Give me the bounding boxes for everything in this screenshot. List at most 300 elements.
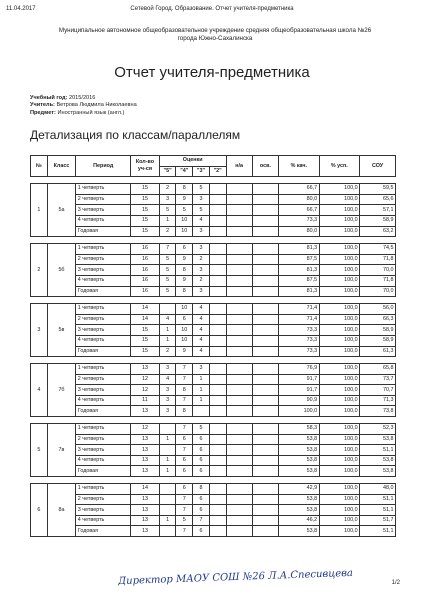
cell-osv xyxy=(252,385,278,396)
cell-na xyxy=(226,364,252,375)
cell-grade-3: 3 xyxy=(193,194,210,205)
cell-sou: 74,5 xyxy=(360,244,396,255)
cell-grade-4: 10 xyxy=(176,304,193,315)
cell-count: 16 xyxy=(131,286,160,297)
col-kach: % кач. xyxy=(279,156,320,177)
cell-osv xyxy=(252,265,278,276)
cell-grade-2 xyxy=(209,395,226,406)
cell-grade-2 xyxy=(209,194,226,205)
cell-num: 4 xyxy=(31,364,48,417)
cell-num: 1 xyxy=(31,184,48,237)
cell-class: 5а xyxy=(47,184,76,237)
cell-grade-3: 6 xyxy=(193,445,210,456)
cell-count: 15 xyxy=(131,205,160,216)
table-row xyxy=(31,494,396,505)
school-name-line-2: города Южно-Сахалинска xyxy=(177,35,253,42)
cell-osv xyxy=(252,254,278,265)
cell-usp: 100,0 xyxy=(319,424,360,435)
cell-grade-3: 4 xyxy=(193,335,210,346)
cell-osv xyxy=(252,515,278,526)
cell-grade-4: 10 xyxy=(176,325,193,336)
cell-grade-5: 2 xyxy=(159,346,176,357)
cell-osv xyxy=(252,304,278,315)
cell-grade-3: 6 xyxy=(193,494,210,505)
cell-grade-4: 9 xyxy=(176,346,193,357)
cell-grade-5 xyxy=(159,424,176,435)
cell-grade-2 xyxy=(209,494,226,505)
cell-grade-5: 1 xyxy=(159,455,176,466)
cell-sou: 65,8 xyxy=(360,364,396,375)
cell-num: 3 xyxy=(31,304,48,357)
cell-period: 3 четверть xyxy=(76,265,131,276)
cell-grade-5: 5 xyxy=(159,254,176,265)
cell-osv xyxy=(252,184,278,195)
cell-count: 14 xyxy=(131,314,160,325)
table-row xyxy=(31,455,396,466)
cell-na xyxy=(226,434,252,445)
cell-grade-3: 6 xyxy=(193,526,210,537)
cell-grade-5 xyxy=(159,304,176,315)
cell-grade-2 xyxy=(209,374,226,385)
cell-grade-5: 5 xyxy=(159,286,176,297)
cell-count: 15 xyxy=(131,335,160,346)
cell-kach: 53,8 xyxy=(279,466,320,477)
cell-grade-5: 2 xyxy=(159,184,176,195)
cell-grade-4: 7 xyxy=(176,364,193,375)
cell-kach: 73,3 xyxy=(279,325,320,336)
cell-sou: 63,2 xyxy=(360,226,396,237)
cell-sou: 53,8 xyxy=(360,434,396,445)
cell-na xyxy=(226,304,252,315)
cell-grade-4: 8 xyxy=(176,184,193,195)
cell-grade-3: 4 xyxy=(193,325,210,336)
cell-sou: 58,9 xyxy=(360,325,396,336)
cell-grade-4: 6 xyxy=(176,466,193,477)
cell-grade-5: 5 xyxy=(159,205,176,216)
cell-count: 15 xyxy=(131,184,160,195)
cell-usp: 100,0 xyxy=(319,184,360,195)
cell-osv xyxy=(252,505,278,516)
cell-period: 1 четверть xyxy=(76,364,131,375)
cell-period: Годовая xyxy=(76,346,131,357)
print-date: 11.04.2017 xyxy=(6,6,36,12)
cell-kach: 66,7 xyxy=(279,184,320,195)
group-spacer-cell xyxy=(31,237,396,244)
cell-grade-3: 5 xyxy=(193,205,210,216)
cell-grade-4: 10 xyxy=(176,335,193,346)
col-grade-3: "3" xyxy=(193,166,210,177)
cell-grade-2 xyxy=(209,406,226,417)
cell-grade-5: 3 xyxy=(159,364,176,375)
cell-usp: 100,0 xyxy=(319,265,360,276)
cell-grade-3: 7 xyxy=(193,515,210,526)
cell-num: 2 xyxy=(31,244,48,297)
cell-sou: 51,1 xyxy=(360,445,396,456)
cell-usp: 100,0 xyxy=(319,455,360,466)
cell-usp: 100,0 xyxy=(319,314,360,325)
cell-na xyxy=(226,466,252,477)
cell-grade-5 xyxy=(159,494,176,505)
cell-grade-2 xyxy=(209,325,226,336)
cell-na xyxy=(226,484,252,495)
cell-period: 2 четверть xyxy=(76,494,131,505)
cell-grade-4: 8 xyxy=(176,406,193,417)
cell-grade-4: 7 xyxy=(176,505,193,516)
table-row xyxy=(31,434,396,445)
cell-sou: 53,8 xyxy=(360,455,396,466)
cell-osv xyxy=(252,374,278,385)
cell-count: 13 xyxy=(131,526,160,537)
cell-grade-5: 5 xyxy=(159,265,176,276)
cell-na xyxy=(226,505,252,516)
cell-grade-4: 6 xyxy=(176,314,193,325)
cell-na xyxy=(226,205,252,216)
col-period: Период xyxy=(76,156,131,177)
cell-na xyxy=(226,515,252,526)
cell-na xyxy=(226,254,252,265)
cell-count: 15 xyxy=(131,226,160,237)
cell-na xyxy=(226,244,252,255)
group-spacer-cell xyxy=(31,297,396,304)
cell-na xyxy=(226,215,252,226)
cell-grade-3 xyxy=(193,406,210,417)
cell-osv xyxy=(252,455,278,466)
table-row xyxy=(31,286,396,297)
cell-grade-3: 8 xyxy=(193,484,210,495)
cell-osv xyxy=(252,226,278,237)
cell-sou: 52,3 xyxy=(360,424,396,435)
cell-grade-2 xyxy=(209,254,226,265)
meta-subject xyxy=(30,110,137,117)
table-row xyxy=(31,505,396,516)
group-spacer-cell xyxy=(31,177,396,184)
cell-grade-4: 5 xyxy=(176,205,193,216)
cell-count: 16 xyxy=(131,254,160,265)
cell-grade-4: 10 xyxy=(176,226,193,237)
cell-period: 3 четверть xyxy=(76,325,131,336)
cell-osv xyxy=(252,346,278,357)
col-grade-5: "5" xyxy=(159,166,176,177)
cell-osv xyxy=(252,406,278,417)
cell-period: 3 четверть xyxy=(76,385,131,396)
cell-sou: 70,7 xyxy=(360,385,396,396)
cell-usp: 100,0 xyxy=(319,445,360,456)
table-row xyxy=(31,395,396,406)
section-title: Детализация по классам/параллелям xyxy=(30,128,241,142)
cell-period: 4 четверть xyxy=(76,275,131,286)
cell-period: Годовая xyxy=(76,466,131,477)
cell-count: 13 xyxy=(131,434,160,445)
cell-kach: 53,8 xyxy=(279,455,320,466)
table-row xyxy=(31,325,396,336)
cell-osv xyxy=(252,526,278,537)
cell-grade-4: 7 xyxy=(176,395,193,406)
cell-grade-5: 3 xyxy=(159,385,176,396)
cell-grade-5 xyxy=(159,445,176,456)
cell-na xyxy=(226,275,252,286)
cell-usp: 100,0 xyxy=(319,275,360,286)
group-spacer xyxy=(31,237,396,244)
cell-na xyxy=(226,265,252,276)
cell-sou: 58,9 xyxy=(360,215,396,226)
cell-sou: 48,0 xyxy=(360,484,396,495)
cell-osv xyxy=(252,286,278,297)
cell-sou: 59,5 xyxy=(360,184,396,195)
table-row xyxy=(31,314,396,325)
table-row xyxy=(31,445,396,456)
cell-sou: 73,7 xyxy=(360,374,396,385)
cell-na xyxy=(226,385,252,396)
cell-grade-2 xyxy=(209,275,226,286)
cell-usp: 100,0 xyxy=(319,494,360,505)
cell-grade-2 xyxy=(209,434,226,445)
cell-grade-3: 6 xyxy=(193,505,210,516)
cell-na xyxy=(226,226,252,237)
cell-usp: 100,0 xyxy=(319,515,360,526)
cell-count: 15 xyxy=(131,346,160,357)
cell-period: 1 четверть xyxy=(76,184,131,195)
cell-count: 11 xyxy=(131,395,160,406)
cell-period: Годовая xyxy=(76,286,131,297)
cell-grade-2 xyxy=(209,184,226,195)
page-number: 1/2 xyxy=(391,580,400,586)
cell-count: 16 xyxy=(131,265,160,276)
table-row xyxy=(31,194,396,205)
cell-period: 1 четверть xyxy=(76,304,131,315)
report-title: Отчет учителя-предметника xyxy=(114,64,310,81)
cell-grade-3: 4 xyxy=(193,304,210,315)
cell-kach: 71,4 xyxy=(279,304,320,315)
cell-usp: 100,0 xyxy=(319,335,360,346)
cell-period: 3 четверть xyxy=(76,505,131,516)
report-meta xyxy=(30,95,137,117)
cell-osv xyxy=(252,244,278,255)
cell-grade-2 xyxy=(209,286,226,297)
cell-grade-3: 6 xyxy=(193,434,210,445)
cell-count: 13 xyxy=(131,455,160,466)
cell-period: 3 четверть xyxy=(76,205,131,216)
meta-teacher-value: Ветрова Людмила Николаевна xyxy=(56,102,137,109)
cell-kach: 91,7 xyxy=(279,385,320,396)
cell-kach: 66,7 xyxy=(279,205,320,216)
table-row xyxy=(31,275,396,286)
cell-kach: 53,8 xyxy=(279,526,320,537)
cell-grade-2 xyxy=(209,364,226,375)
print-header-title: Сетевой Город. Образование. Отчет учителя-предметника xyxy=(130,6,294,12)
cell-count: 15 xyxy=(131,325,160,336)
cell-grade-4: 8 xyxy=(176,286,193,297)
cell-osv xyxy=(252,484,278,495)
director-signature: Директор МАОУ СОШ №26 Л.А.Спесивцева xyxy=(117,567,354,588)
cell-period: 2 четверть xyxy=(76,434,131,445)
cell-grade-5: 2 xyxy=(159,226,176,237)
cell-sou: 51,1 xyxy=(360,526,396,537)
group-spacer-cell xyxy=(31,417,396,424)
meta-year xyxy=(30,95,137,102)
cell-grade-4: 8 xyxy=(176,385,193,396)
cell-sou: 70,0 xyxy=(360,286,396,297)
cell-period: 4 четверть xyxy=(76,515,131,526)
cell-count: 16 xyxy=(131,275,160,286)
cell-period: 1 четверть xyxy=(76,484,131,495)
group-spacer xyxy=(31,477,396,484)
cell-period: 2 четверть xyxy=(76,314,131,325)
cell-kach: 87,5 xyxy=(279,254,320,265)
cell-grade-2 xyxy=(209,215,226,226)
cell-osv xyxy=(252,205,278,216)
cell-sou: 51,1 xyxy=(360,494,396,505)
cell-osv xyxy=(252,335,278,346)
cell-period: 4 четверть xyxy=(76,455,131,466)
cell-sou: 51,7 xyxy=(360,515,396,526)
cell-kach: 53,8 xyxy=(279,434,320,445)
cell-grade-5 xyxy=(159,484,176,495)
cell-kach: 81,3 xyxy=(279,286,320,297)
cell-sou: 51,1 xyxy=(360,505,396,516)
grades-table-body xyxy=(31,177,396,537)
cell-count: 13 xyxy=(131,364,160,375)
cell-na xyxy=(226,424,252,435)
cell-osv xyxy=(252,424,278,435)
cell-grade-5: 3 xyxy=(159,194,176,205)
cell-num: 6 xyxy=(31,484,48,537)
cell-grade-5: 4 xyxy=(159,374,176,385)
cell-na xyxy=(226,494,252,505)
cell-period: 2 четверть xyxy=(76,254,131,265)
cell-grade-3: 4 xyxy=(193,346,210,357)
cell-grade-5 xyxy=(159,526,176,537)
cell-osv xyxy=(252,494,278,505)
cell-grade-5: 5 xyxy=(159,275,176,286)
table-row xyxy=(31,244,396,255)
cell-kach: 58,3 xyxy=(279,424,320,435)
cell-usp: 100,0 xyxy=(319,254,360,265)
cell-period: Годовая xyxy=(76,406,131,417)
cell-usp: 100,0 xyxy=(319,325,360,336)
table-row xyxy=(31,215,396,226)
cell-period: 1 четверть xyxy=(76,424,131,435)
cell-usp: 100,0 xyxy=(319,215,360,226)
cell-osv xyxy=(252,215,278,226)
cell-grade-3: 3 xyxy=(193,265,210,276)
cell-grade-2 xyxy=(209,385,226,396)
table-row xyxy=(31,364,396,375)
cell-usp: 100,0 xyxy=(319,374,360,385)
meta-teacher-label: Учитель: xyxy=(30,102,55,109)
cell-count: 12 xyxy=(131,424,160,435)
cell-kach: 46,2 xyxy=(279,515,320,526)
cell-sou: 71,3 xyxy=(360,395,396,406)
cell-kach: 71,4 xyxy=(279,314,320,325)
cell-usp: 100,0 xyxy=(319,434,360,445)
cell-usp: 100,0 xyxy=(319,385,360,396)
meta-subject-label: Предмет: xyxy=(30,109,56,116)
cell-na xyxy=(226,445,252,456)
table-row xyxy=(31,184,396,195)
cell-grade-4: 9 xyxy=(176,254,193,265)
cell-osv xyxy=(252,275,278,286)
cell-na xyxy=(226,184,252,195)
cell-grade-4: 7 xyxy=(176,374,193,385)
cell-count: 16 xyxy=(131,244,160,255)
school-name-line-1: Муниципальное автономное общеобразовательное учреждение средняя общеобразовательная школа №26 xyxy=(58,27,372,34)
table-row xyxy=(31,385,396,396)
cell-usp: 100,0 xyxy=(319,484,360,495)
cell-grade-5: 1 xyxy=(159,434,176,445)
cell-kach: 100,0 xyxy=(279,406,320,417)
cell-kach: 73,3 xyxy=(279,215,320,226)
group-spacer-cell xyxy=(31,357,396,364)
cell-grade-3: 2 xyxy=(193,254,210,265)
cell-osv xyxy=(252,466,278,477)
cell-grade-2 xyxy=(209,466,226,477)
cell-sou: 73,8 xyxy=(360,406,396,417)
cell-grade-5: 1 xyxy=(159,325,176,336)
cell-grade-4: 7 xyxy=(176,494,193,505)
cell-usp: 100,0 xyxy=(319,505,360,516)
cell-grade-3: 4 xyxy=(193,314,210,325)
cell-osv xyxy=(252,325,278,336)
cell-count: 12 xyxy=(131,374,160,385)
cell-grade-4: 6 xyxy=(176,455,193,466)
cell-period: 4 четверть xyxy=(76,215,131,226)
cell-osv xyxy=(252,364,278,375)
cell-grade-5 xyxy=(159,505,176,516)
cell-class: 8а xyxy=(47,484,76,537)
col-usp: % усп. xyxy=(319,156,360,177)
cell-na xyxy=(226,395,252,406)
cell-sou: 66,3 xyxy=(360,314,396,325)
cell-osv xyxy=(252,194,278,205)
cell-usp: 100,0 xyxy=(319,364,360,375)
cell-grade-3: 5 xyxy=(193,424,210,435)
cell-grade-4: 6 xyxy=(176,244,193,255)
cell-grade-2 xyxy=(209,526,226,537)
cell-count: 13 xyxy=(131,445,160,456)
cell-kach: 90,9 xyxy=(279,395,320,406)
cell-period: 3 четверть xyxy=(76,445,131,456)
cell-grade-2 xyxy=(209,265,226,276)
cell-grade-2 xyxy=(209,455,226,466)
cell-grade-3: 1 xyxy=(193,374,210,385)
cell-grade-3: 1 xyxy=(193,395,210,406)
cell-count: 15 xyxy=(131,194,160,205)
cell-na xyxy=(226,346,252,357)
cell-count: 13 xyxy=(131,505,160,516)
cell-grade-4: 7 xyxy=(176,445,193,456)
col-class: Класс xyxy=(47,156,76,177)
table-row xyxy=(31,515,396,526)
cell-grade-4: 8 xyxy=(176,265,193,276)
table-row xyxy=(31,265,396,276)
group-spacer xyxy=(31,417,396,424)
cell-grade-2 xyxy=(209,445,226,456)
col-grade-4: "4" xyxy=(176,166,193,177)
meta-year-value: 2015/2016 xyxy=(68,95,96,101)
cell-kach: 42,9 xyxy=(279,484,320,495)
cell-kach: 81,3 xyxy=(279,265,320,276)
table-row xyxy=(31,346,396,357)
cell-grade-3: 6 xyxy=(193,466,210,477)
col-sou: СОУ xyxy=(360,156,396,177)
cell-grade-2 xyxy=(209,304,226,315)
cell-grade-3: 3 xyxy=(193,226,210,237)
cell-usp: 100,0 xyxy=(319,346,360,357)
cell-kach: 53,8 xyxy=(279,505,320,516)
meta-teacher xyxy=(30,102,137,109)
cell-grade-3: 3 xyxy=(193,286,210,297)
cell-count: 13 xyxy=(131,515,160,526)
